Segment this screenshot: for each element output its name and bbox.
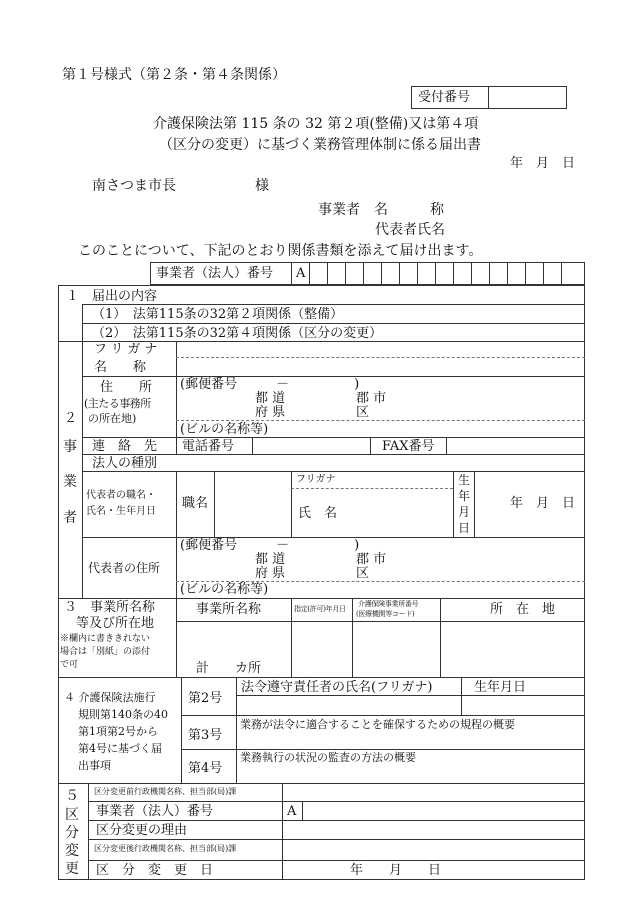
section4-title-2: 規則第140条の40 bbox=[78, 708, 168, 721]
form-number: 第１号様式（第２条・第４条関係） bbox=[62, 67, 286, 83]
fax-label: FAX番号 bbox=[382, 439, 435, 454]
rep-building-name[interactable]: (ビルの名称等) bbox=[180, 582, 269, 597]
change-date-label: 区 分 変 更 日 bbox=[96, 863, 214, 878]
item-no2: 第2号 bbox=[188, 691, 223, 706]
rep-prefecture-bottom: 府 県 bbox=[255, 566, 286, 581]
address-label-3: の所在地) bbox=[88, 412, 137, 425]
address-label: 住 所 bbox=[100, 380, 153, 395]
col-office-number-2: (医療機関等コード) bbox=[356, 610, 415, 618]
item-no4: 第4号 bbox=[188, 761, 223, 776]
prefecture-top: 都 道 bbox=[255, 391, 286, 406]
s5-operator-number-field[interactable] bbox=[303, 802, 584, 819]
section5-vertical-4: 変 bbox=[65, 843, 79, 859]
officer-birth-field[interactable] bbox=[462, 696, 584, 714]
corp-type-label: 法人の種別 bbox=[92, 456, 158, 471]
birth-vertical-3: 月 bbox=[458, 505, 471, 519]
phone-label: 電話番号 bbox=[182, 439, 235, 454]
section3-note-2: 場合は「別紙」の添付 bbox=[60, 647, 151, 657]
section5-vertical-3: 分 bbox=[65, 825, 79, 841]
rep-name-label: 氏 名 bbox=[298, 506, 338, 521]
receipt-label: 受付番号 bbox=[418, 90, 471, 105]
designation-date-field[interactable] bbox=[292, 622, 351, 676]
section5-vertical-1: ５ bbox=[65, 788, 79, 804]
before-agency-label: 区分変更前行政機関名称、担当部(局)課 bbox=[94, 787, 237, 796]
corp-type-field[interactable] bbox=[178, 455, 583, 470]
s5-operator-number-prefix: A bbox=[287, 804, 297, 819]
col-location: 所 在 地 bbox=[490, 602, 556, 617]
rep-title-label-2: 氏名・生年月日 bbox=[86, 506, 156, 517]
section3-note-1: ※欄内に書ききれない bbox=[60, 634, 151, 644]
office-count: 計 カ所 bbox=[196, 661, 262, 676]
name-label: 名 称 bbox=[94, 360, 147, 375]
item-no3-field[interactable] bbox=[237, 734, 584, 748]
rep-address-label: 代表者の住所 bbox=[88, 561, 161, 575]
rep-birth-date[interactable]: 年 月 日 bbox=[510, 496, 576, 511]
item-no3-description: 業務が法令に適合することを確保するための規程の概要 bbox=[240, 718, 515, 731]
section3-note-3: で可 bbox=[60, 660, 79, 670]
rep-name-field[interactable] bbox=[350, 489, 452, 536]
section3-title-1: ３ 事業所名称 bbox=[64, 600, 156, 615]
intro-text: このことについて、下記のとおり関係書類を添えて届け出ます。 bbox=[78, 243, 483, 259]
section1-title: １ 届出の内容 bbox=[66, 289, 158, 304]
city-top: 郡 市 bbox=[356, 391, 387, 406]
birth-vertical-1: 生 bbox=[458, 473, 471, 487]
operator-number-prefix: A bbox=[296, 266, 306, 281]
section4-title-3: 第1項第2号から bbox=[78, 725, 158, 738]
rep-title-label-1: 代表者の職名・ bbox=[86, 490, 156, 501]
contact-label: 連 絡 先 bbox=[92, 439, 158, 454]
section2-number: ２ bbox=[64, 411, 78, 426]
s5-operator-number-label: 事業者（法人）番号 bbox=[96, 804, 214, 819]
before-agency-field[interactable] bbox=[283, 784, 584, 800]
section4-title-1: ４ 介護保険法施行 bbox=[64, 691, 156, 704]
rep-furigana-label: フリガナ bbox=[296, 474, 336, 485]
office-name-field[interactable] bbox=[178, 622, 290, 656]
office-location-field[interactable] bbox=[441, 622, 584, 676]
receipt-number-field[interactable] bbox=[490, 87, 566, 108]
col-officer-birth: 生年月日 bbox=[474, 680, 527, 695]
col-designation-date: 指定(許可)年月日 bbox=[294, 605, 346, 613]
rep-postal-code[interactable]: (郵便番号 － ) bbox=[180, 538, 360, 553]
section2-vertical-2: 業 bbox=[63, 474, 77, 490]
change-reason-field[interactable] bbox=[283, 821, 584, 838]
operator-number-label: 事業者（法人）番号 bbox=[156, 266, 274, 281]
after-agency-field[interactable] bbox=[283, 840, 584, 859]
city-bottom: 区 bbox=[356, 405, 370, 420]
job-title-field[interactable] bbox=[215, 472, 290, 536]
form-title-line2: （区分の変更）に基づく業務管理体制に係る届出書 bbox=[159, 137, 481, 153]
birth-vertical-4: 日 bbox=[458, 521, 471, 535]
rep-prefecture-top: 都 道 bbox=[255, 552, 286, 567]
item-no4-field[interactable] bbox=[237, 767, 584, 782]
col-office-number-1: 介護保険事業所番号 bbox=[358, 600, 419, 608]
honorific: 様 bbox=[255, 178, 269, 194]
operator-name-label: 事業者 名 称 bbox=[318, 202, 444, 218]
submission-date[interactable]: 年 月 日 bbox=[510, 156, 576, 171]
section3-title-2: 等及び所在地 bbox=[76, 616, 155, 631]
building-name[interactable]: (ビルの名称等) bbox=[180, 422, 269, 437]
address-label-2: (主たる事務所 bbox=[84, 397, 151, 410]
rep-city-top: 郡 市 bbox=[356, 552, 387, 567]
addressee: 南さつま市長 bbox=[92, 178, 176, 194]
form-title-line1: 介護保険法第 115 条の 32 第２項(整備)又は第４項 bbox=[153, 116, 479, 132]
fax-field[interactable] bbox=[447, 438, 584, 453]
operator-name-field[interactable] bbox=[178, 342, 583, 376]
col-office-name: 事業所名称 bbox=[196, 602, 262, 617]
compliance-officer-field[interactable] bbox=[237, 696, 460, 714]
furigana-label: フリガナ bbox=[94, 342, 162, 357]
section4-title-5: 出事項 bbox=[78, 759, 111, 772]
section2-vertical-1: 事 bbox=[63, 439, 77, 455]
after-agency-label: 区分変更後行政機関名称、担当部(局)課 bbox=[94, 844, 237, 853]
change-reason-label: 区分変更の理由 bbox=[96, 823, 188, 838]
item-no3: 第3号 bbox=[188, 728, 223, 743]
col-compliance-officer: 法令遵守責任者の氏名(フリガナ) bbox=[241, 680, 433, 695]
section2-vertical-3: 者 bbox=[63, 510, 77, 526]
section5-vertical-2: 区 bbox=[65, 807, 79, 823]
section1-item2[interactable]: （2） 法第115条の32第４項関係（区分の変更） bbox=[92, 326, 383, 341]
postal-code[interactable]: (郵便番号 － ) bbox=[180, 377, 360, 392]
section4-title-4: 第4号に基づく届 bbox=[78, 742, 162, 755]
prefecture-bottom: 府 県 bbox=[255, 405, 286, 420]
section5-vertical-5: 更 bbox=[65, 861, 79, 877]
phone-field[interactable] bbox=[253, 438, 369, 453]
rep-city-bottom: 区 bbox=[356, 566, 370, 581]
section1-item1[interactable]: （1） 法第115条の32第２項関係（整備） bbox=[92, 307, 344, 322]
operator-number-input[interactable] bbox=[310, 263, 584, 284]
representative-label: 代表者氏名 bbox=[375, 222, 445, 238]
change-date-field[interactable]: 年 月 日 bbox=[350, 863, 442, 878]
birth-vertical-2: 年 bbox=[458, 489, 471, 503]
job-title-label: 職名 bbox=[182, 496, 209, 511]
item-no4-description: 業務執行の状況の監査の方法の概要 bbox=[240, 751, 416, 764]
office-number-field[interactable] bbox=[353, 622, 439, 676]
